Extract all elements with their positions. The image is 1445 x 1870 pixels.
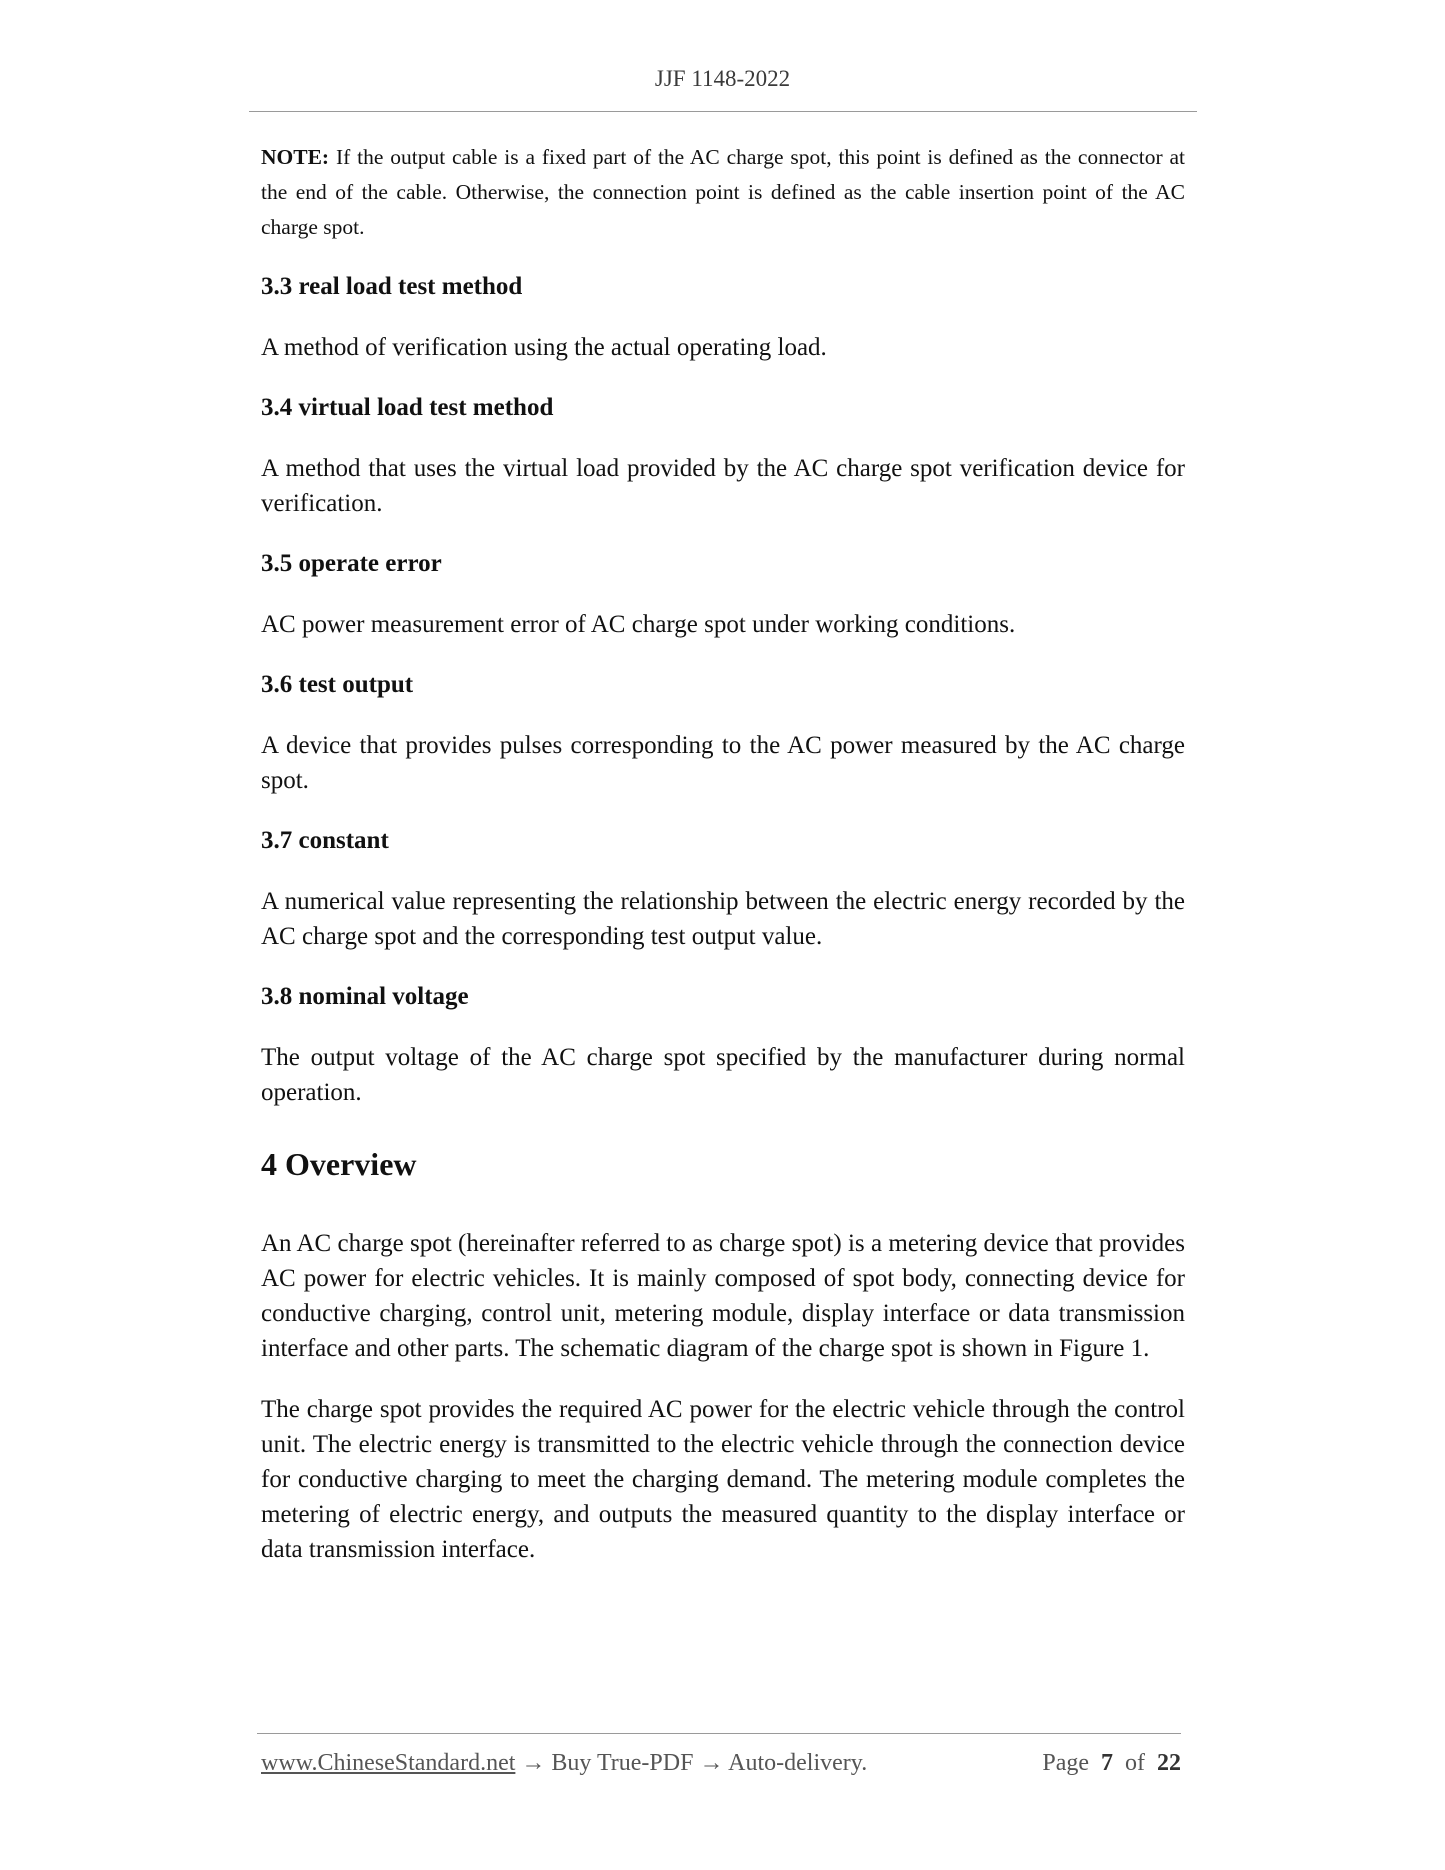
note-text: If the output cable is a fixed part of the AC charge spot, this point is defined as the connector at the end of the cable. Otherwise, the connection point is defined as the cable insertion point of the AC charge spot. — [261, 145, 1185, 239]
footer-promo — [261, 1750, 867, 1777]
footer-delivery-text: Auto-delivery. — [728, 1750, 868, 1776]
term-definition-3-5: AC power measurement error of AC charge spot under working conditions. — [261, 611, 1016, 638]
term-heading-3-3: 3.3 real load test method — [261, 273, 523, 300]
footer-arrow-icon-2: → — [693, 1750, 729, 1776]
note-paragraph — [261, 140, 1185, 245]
term-heading-3-6: 3.6 test output — [261, 671, 414, 698]
document-body — [261, 140, 1185, 1593]
of-label: of — [1125, 1750, 1145, 1776]
term-heading-3-7: 3.7 constant — [261, 827, 389, 854]
page-number-indicator — [1042, 1750, 1181, 1777]
note-label: NOTE: — [261, 145, 330, 169]
page-label: Page — [1042, 1750, 1089, 1776]
footer-arrow-icon-1: → — [515, 1750, 552, 1776]
overview-paragraph-2: The charge spot provides the required AC power for the electric vehicle through the control unit. The electric energy is transmitted to the electric vehicle through the connection device for conductive charging to meet the charging demand. The metering module completes the metering of electric energy, and outputs the measured quantity to the display interface or data transmission interface. — [261, 1396, 1185, 1563]
header-divider — [249, 111, 1197, 112]
term-heading-3-4: 3.4 virtual load test method — [261, 394, 554, 421]
term-definition-3-3: A method of verification using the actual operating load. — [261, 334, 827, 361]
term-heading-3-5: 3.5 operate error — [261, 550, 442, 577]
term-heading-3-8: 3.8 nominal voltage — [261, 983, 469, 1010]
term-definition-3-6: A device that provides pulses corresponding to the AC power measured by the AC charge spot. — [261, 732, 1185, 794]
section-heading-overview: 4 Overview — [261, 1146, 417, 1182]
page-total: 22 — [1157, 1750, 1181, 1776]
page-header-title: JJF 1148-2022 — [654, 66, 791, 91]
term-definition-3-7: A numerical value representing the relationship between the electric energy recorded by the AC charge spot and the corresponding test output value. — [261, 888, 1185, 950]
term-definition-3-8: The output voltage of the AC charge spot specified by the manufacturer during normal operation. — [261, 1044, 1185, 1106]
footer-buy-text: Buy True-PDF — [551, 1750, 694, 1776]
footer-divider — [257, 1733, 1181, 1734]
page-number: 7 — [1101, 1750, 1113, 1776]
footer-site-link[interactable]: www.ChineseStandard.net — [261, 1750, 516, 1776]
overview-paragraph-1: An AC charge spot (hereinafter referred to as charge spot) is a metering device that provides AC power for electric vehicles. It is mainly composed of spot body, connecting device for conductive charging, control unit, metering module, display interface or data transmission interface and other parts. The schematic diagram of the charge spot is shown in Figure 1. — [261, 1230, 1185, 1362]
term-definition-3-4: A method that uses the virtual load provided by the AC charge spot verification device for verification. — [261, 455, 1185, 517]
